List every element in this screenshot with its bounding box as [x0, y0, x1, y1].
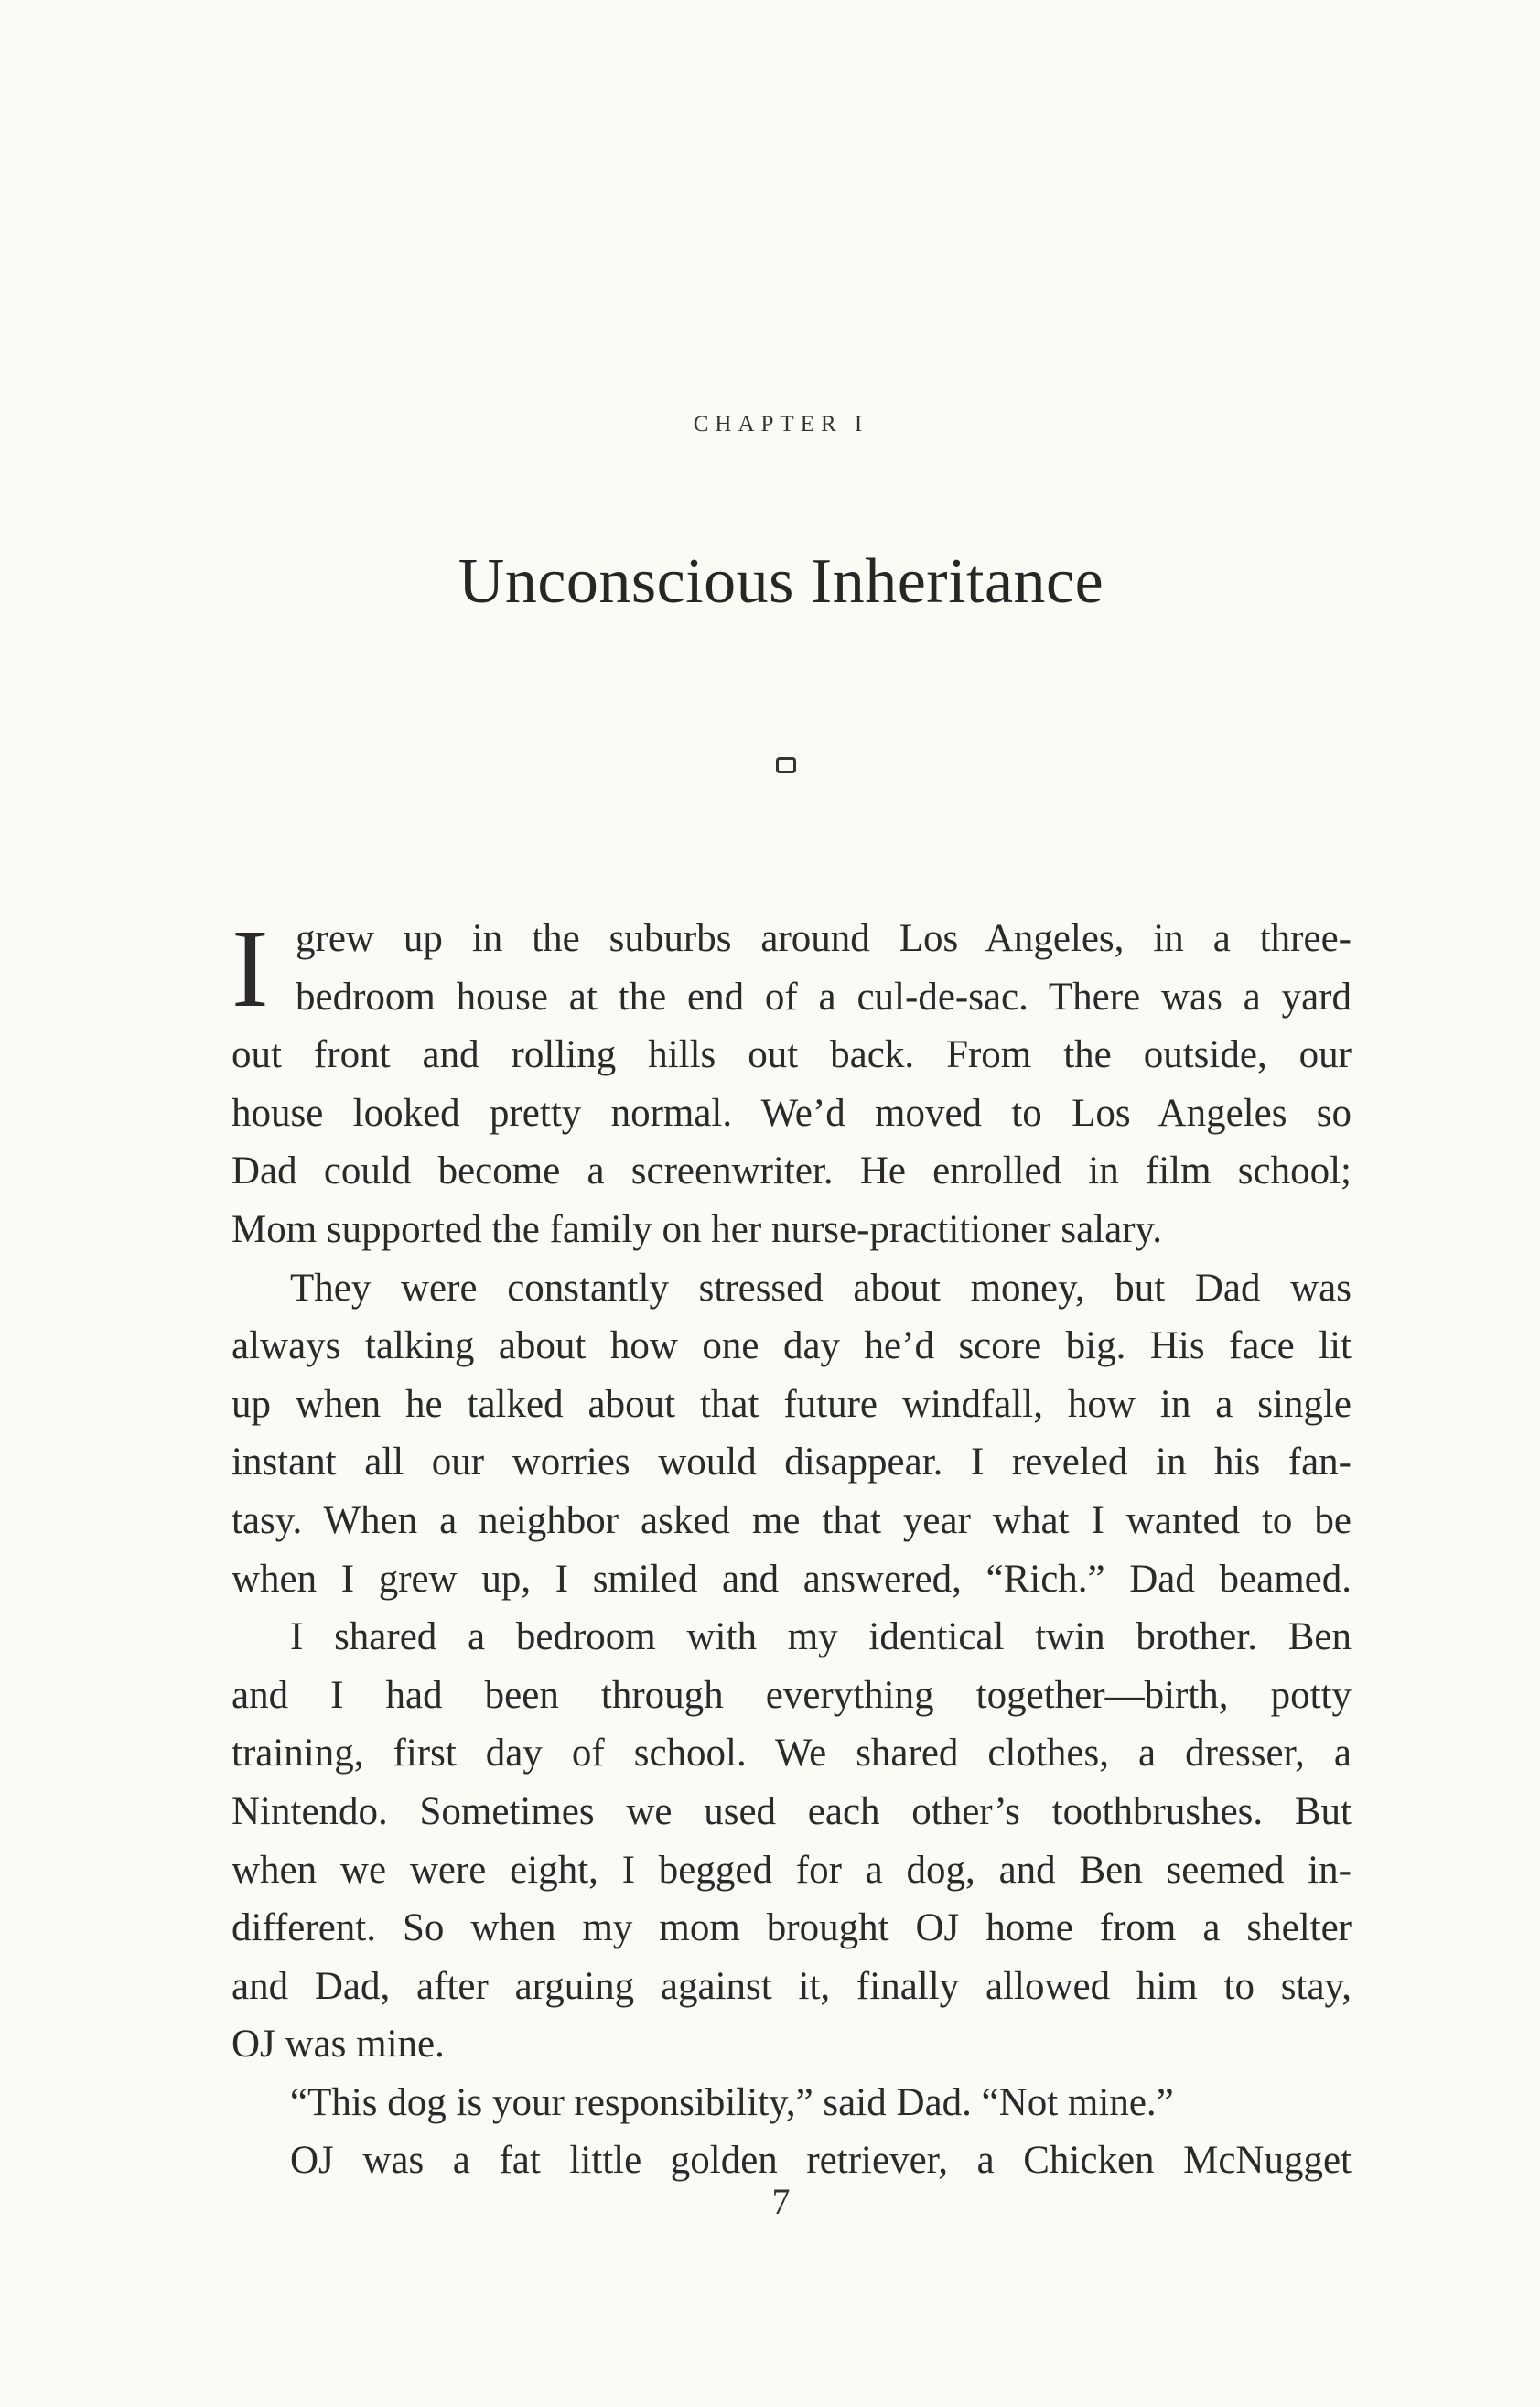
text-line: out front and rolling hills out back. From the outside, our	[232, 1033, 1352, 1077]
text-line: bedroom house at the end of a cul-de-sac. There was a yard	[296, 975, 1352, 1019]
text-line: always talking about how one day he’d score big. His face lit	[232, 1324, 1352, 1368]
text-line: when I grew up, I smiled and answered, “Rich.” Dad beamed.	[232, 1557, 1352, 1601]
text-line: grew up in the suburbs around Los Angeles, in a three-	[296, 917, 1352, 960]
small-square-ornament-icon	[776, 757, 796, 773]
chapter-label: CHAPTER I	[693, 412, 869, 437]
text-line: Dad could become a screenwriter. He enrolled in film school;	[232, 1150, 1352, 1193]
text-line: house looked pretty normal. We’d moved to Los Angeles so	[232, 1091, 1352, 1135]
text-line: training, first day of school. We shared clothes, a dresser, a	[232, 1732, 1352, 1776]
text-line: and I had been through everything together—birth, potty	[232, 1673, 1352, 1717]
text-line: I shared a bedroom with my identical twin brother. Ben	[290, 1615, 1352, 1659]
page-number: 7	[771, 2181, 791, 2222]
text-line: and Dad, after arguing against it, finally allowed him to stay,	[232, 1964, 1352, 2008]
text-line: They were constantly stressed about money, but Dad was	[290, 1266, 1352, 1310]
text-line: OJ was a fat little golden retriever, a Chicken McNugget	[290, 2139, 1352, 2183]
text-line: different. So when my mom brought OJ home from a shelter	[232, 1906, 1352, 1950]
text-line: instant all our worries would disappear. I reveled in his fan-	[232, 1441, 1352, 1484]
chapter-title: Unconscious Inheritance	[458, 546, 1104, 617]
text-line: tasy. When a neighbor asked me that year what I wanted to be	[232, 1498, 1352, 1542]
text-line: OJ was mine.	[232, 2023, 445, 2067]
text-line: Nintendo. Sometimes we used each other’s toothbrushes. But	[232, 1789, 1352, 1833]
text-line: when we were eight, I begged for a dog, and Ben seemed in-	[232, 1848, 1352, 1892]
text-line: Mom supported the family on her nurse-practitioner salary.	[232, 1207, 1162, 1251]
drop-cap: I	[232, 907, 269, 1031]
body-text	[232, 907, 1352, 2190]
text-line: up when he talked about that future windfall, how in a single	[232, 1382, 1352, 1426]
text-line: “This dog is your responsibility,” said Dad. “Not mine.”	[290, 2080, 1174, 2124]
